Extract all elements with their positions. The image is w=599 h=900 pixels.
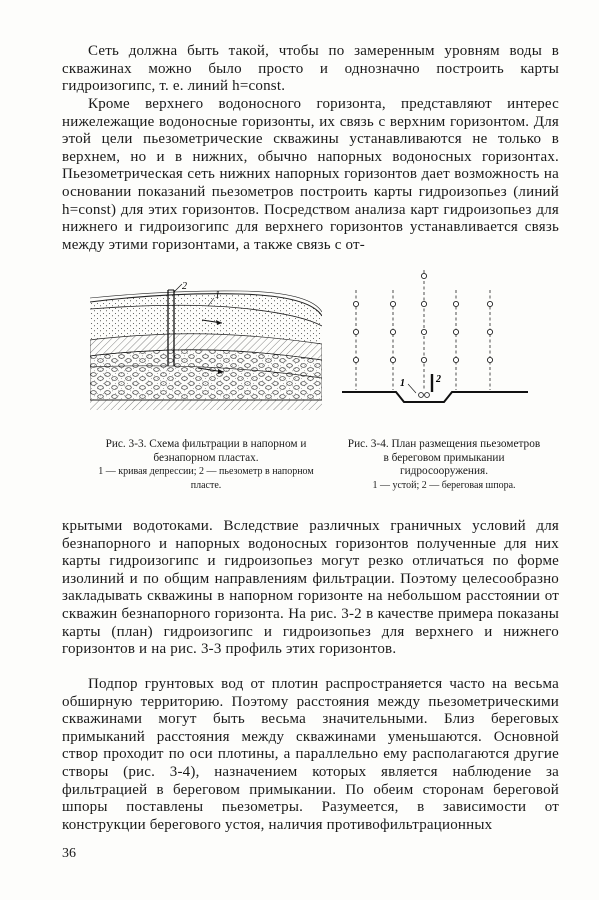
fig33-caption-title: Рис. 3-3. Схема фильтрации в напорном и безнапорном пластах. xyxy=(105,438,307,464)
paragraph-2: Кроме верхнего водоносного горизонта, представляют интерес нижележащие водоносные горизонты, их связь с верхним горизонтом. Для этой цели пьезометрические скважины устанавливаются не только в верхнем, но и в нижних, обычно напорных водоносных горизонтах. Пьезометрическая сеть нижних напорных горизонтов дает возможность на основании показаний пьезометров построить карты гидроизопьез (линий h=const) для этих горизонтов. Посредством анализа карт гидроизопьез для нижнего и гидроизогипс для верхнего горизонтов устанавливается связь между этими горизонтами, а также связь с от- xyxy=(62,96,559,253)
fig34-caption-legend: 1 — устой; 2 — береговая шпора. xyxy=(372,479,516,491)
fig33-label-2: 2 xyxy=(182,282,187,292)
fig33-label-1: 1 xyxy=(215,290,220,301)
fig34-caption-title: Рис. 3-4. План размещения пьезометров в береговом примыкании гидросооружения. xyxy=(347,438,541,477)
fig34-label-2: 2 xyxy=(436,374,441,385)
paragraph-1: Сеть должна быть такой, чтобы по замеренным уровням воды в скважинах можно было просто и однозначно построить карты гидроизогипс, т. е. линий h=const. xyxy=(62,43,559,95)
figure-3-3-filtration-diagram xyxy=(90,282,322,422)
figure-3-4-caption xyxy=(344,438,544,492)
paragraph-4: Подпор грунтовых вод от плотин распространяется часто на весьма обширную территорию. Поэтому расстояния между пьезометрическими скважинами могут быть весьма значительными. Близ береговых примыканий расстояния между скважинами уменьшаются. Основной створ проходит по оси плотины, а параллельно ему располагаются другие створы (рис. 3-4), назначением которых является наблюдение за фильтрацией в береговом примыкании. По обеим сторонам береговой шпоры поставлены пьезометры. Разумеется, в зависимости от конструкции берегового устоя, наличия противофильтрационных xyxy=(62,676,559,833)
figure-3-3-caption xyxy=(88,438,324,492)
fig33-caption-legend: 1 — кривая депрессии; 2 — пьезометр в напорном пласте. xyxy=(98,466,314,491)
fig34-label-1: 1 xyxy=(400,378,405,389)
paragraph-3: крытыми водотоками. Вследствие различных граничных условий для безнапорного и напорных водоносных горизонтов полученные для них карты гидроизогипс и гидроизопьез могут резко отличаться по форме изолиний и по общим направлениям фильтрации. Поэтому целесообразно закладывать скважины в напорном горизонте на небольшом расстоянии от скважин безнапорного горизонта. На рис. 3-2 в качестве примера показаны карты (план) гидроизогипс и гидроизопьез для верхнего и нижнего горизонтов и на рис. 3-3 профиль этих горизонтов. xyxy=(62,518,559,658)
page-number: 36 xyxy=(62,846,76,861)
figure-3-4-piezometer-plan xyxy=(338,262,534,422)
